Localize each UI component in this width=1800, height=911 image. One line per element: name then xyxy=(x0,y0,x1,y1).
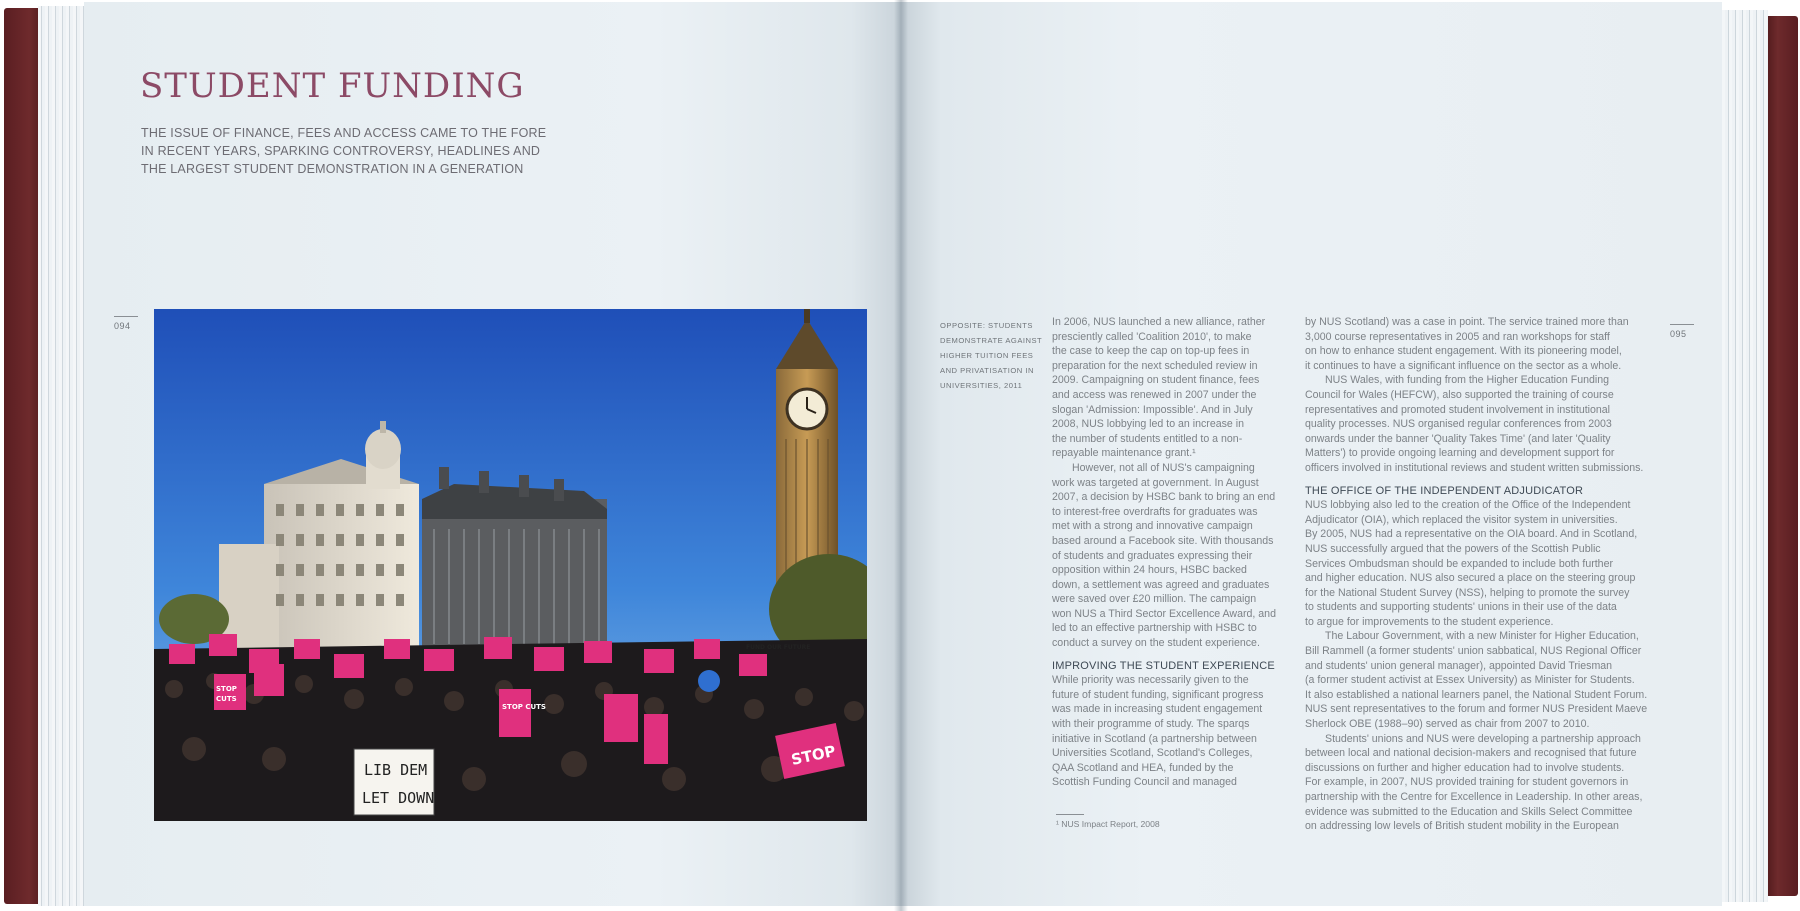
body-line: to interest-free overdrafts for graduates was xyxy=(1052,505,1258,518)
body-line: won NUS a Third Sector Excellence Award, and xyxy=(1052,607,1276,620)
body-line: and students' union general manager), appointed David Triesman xyxy=(1305,659,1613,672)
intro-line: IN RECENT YEARS, SPARKING CONTROVERSY, HEADLINES AND xyxy=(141,144,541,158)
body-line: and access was renewed in 2007 under the xyxy=(1052,388,1257,401)
body-line: NUS successfully argued that the powers of the Scottish Public xyxy=(1305,542,1601,555)
body-line: presciently called 'Coalition 2010', to make xyxy=(1052,330,1252,343)
footnote: ¹ NUS Impact Report, 2008 xyxy=(1056,819,1160,829)
body-line: discussions on further and higher education had to involve students. xyxy=(1305,761,1625,774)
body-line: (a former student activist at Essex University) as Minister for Students. xyxy=(1305,674,1635,687)
body-line: the case to keep the cap on top-up fees in xyxy=(1052,345,1250,358)
body-line: While priority was necessarily given to the xyxy=(1052,674,1249,687)
page-title: STUDENT FUNDING xyxy=(140,66,525,106)
body-line: NUS sent representatives to the forum and former NUS President Maeve xyxy=(1305,703,1648,716)
caption-line: UNIVERSITIES, 2011 xyxy=(940,381,1023,390)
body-line: Bill Rammell (a former students' union sabbatical, NUS Regional Officer xyxy=(1305,645,1642,658)
body-line: to argue for improvements to the student experience. xyxy=(1305,615,1554,628)
body-line: onwards under the banner 'Quality Takes Time' (and later 'Quality xyxy=(1305,432,1611,445)
body-line: by NUS Scotland) was a case in point. The service trained more than xyxy=(1305,316,1629,328)
placard-text-stop: STOP xyxy=(216,685,237,693)
body-line: future of student funding, significant progress xyxy=(1052,688,1264,701)
modern-building xyxy=(422,467,607,649)
body-line: In 2006, NUS launched a new alliance, rather xyxy=(1052,316,1266,328)
page-number-right: 095 xyxy=(1670,329,1687,339)
body-line: By 2005, NUS had a representative on the OIA board. And in Scotland, xyxy=(1305,528,1638,541)
page-number-left: 094 xyxy=(114,321,131,331)
body-line: met with a strong and innovative campaign xyxy=(1052,520,1253,533)
body-line: 3,000 course representatives in 2005 and ran workshops for staff xyxy=(1305,330,1610,343)
body-line: the number of students entitled to a non- xyxy=(1052,432,1243,445)
body-line: 2007, a decision by HSBC bank to bring an end xyxy=(1052,491,1276,504)
body-line: between local and national decision-makers and recognised that future xyxy=(1305,747,1637,760)
balloon xyxy=(698,670,720,692)
book-cover-right xyxy=(1764,16,1798,896)
body-line: were saved over £20 million. The campaign xyxy=(1052,593,1257,606)
placard-line-1: LIB DEM xyxy=(364,761,428,779)
placard-text-fund: FUND OUR FUTURE xyxy=(746,644,811,651)
body-line: NUS lobbying also led to the creation of the Office of the Independent xyxy=(1305,499,1631,512)
caption-line: DEMONSTRATE AGAINST xyxy=(940,336,1043,345)
body-line: Services Ombudsman should be expanded to include both further xyxy=(1305,557,1613,570)
placard-text-cuts: CUTS xyxy=(216,695,237,703)
section-heading: IMPROVING THE STUDENT EXPERIENCE xyxy=(1052,659,1275,672)
body-line: QAA Scotland and HEA, funded by the xyxy=(1052,761,1234,774)
intro-line: THE LARGEST STUDENT DEMONSTRATION IN A GENERATION xyxy=(141,162,524,176)
body-line: to students and supporting students' unions in their use of the data xyxy=(1305,601,1617,614)
book-gutter xyxy=(894,0,908,911)
body-line: However, not all of NUS's campaigning xyxy=(1072,461,1255,474)
body-line: Students' unions and NUS were developing a partnership approach xyxy=(1325,732,1641,745)
section-heading: THE OFFICE OF THE INDEPENDENT ADJUDICATOR xyxy=(1305,484,1584,497)
body-line: repayable maintenance grant.¹ xyxy=(1052,447,1196,460)
page-edges-left xyxy=(38,6,86,906)
body-line: on how to enhance student engagement. With its pioneering model, xyxy=(1305,345,1622,358)
body-line: NUS Wales, with funding from the Higher Education Funding xyxy=(1325,374,1610,387)
body-line: The Labour Government, with a new Minister for Higher Education, xyxy=(1325,630,1639,643)
body-line: representatives and promoted student involvement in institutional xyxy=(1305,403,1611,416)
body-line: quality processes. NUS organised regular conferences from 2003 xyxy=(1305,418,1612,431)
text-column-1 xyxy=(1052,315,1296,790)
body-line: Sherlock OBE (1988–90) served as chair from 2007 to 2010. xyxy=(1305,718,1590,731)
caption-line: AND PRIVATISATION IN xyxy=(940,366,1034,375)
placard-stop-text: STOP xyxy=(789,741,838,769)
body-line: with their programme of study. The sparqs xyxy=(1052,718,1250,731)
body-line: Scottish Funding Council and managed xyxy=(1052,776,1237,789)
intro-line: THE ISSUE OF FINANCE, FEES AND ACCESS CAME TO THE FORE xyxy=(141,126,547,140)
placard-lib-dem xyxy=(354,749,434,815)
body-line: evidence was submitted to the Education and Skills Select Committee xyxy=(1305,805,1633,818)
body-line: of students and graduates expressing their xyxy=(1052,549,1253,562)
body-line: partnership with the Centre for Excellence in Leadership. In other areas, xyxy=(1305,791,1643,803)
photo-caption xyxy=(940,318,1052,393)
body-line: opposition within 24 hours, HSBC backed xyxy=(1052,564,1247,577)
body-line: slogan 'Admission: Impossible'. And in July xyxy=(1052,403,1253,416)
body-line: 2008, NUS lobbying led to an increase in xyxy=(1052,418,1244,431)
protest-photo-illustration xyxy=(154,309,867,821)
body-line: was made in increasing student engagement xyxy=(1052,703,1263,716)
body-line: Universities Scotland, Scotland's Colleges, xyxy=(1052,747,1253,760)
body-line: Council for Wales (HEFCW), also supported the training of course xyxy=(1305,388,1614,401)
body-line: it continues to have a significant influence on the sector as a whole. xyxy=(1305,359,1622,372)
caption-line: OPPOSITE: STUDENTS xyxy=(940,321,1033,330)
body-line: Adjudicator (OIA), which replaced the visitor system in universities. xyxy=(1305,513,1618,526)
body-line: work was targeted at government. In August xyxy=(1052,476,1259,489)
protest-photo xyxy=(154,309,867,821)
body-line: for the National Student Survey (NSS), helping to promote the survey xyxy=(1305,586,1630,599)
placard-line-2: LET DOWN xyxy=(362,789,435,807)
caption-line: HIGHER TUITION FEES xyxy=(940,351,1034,360)
intro-text xyxy=(141,124,547,178)
body-line: Matters') to provide ongoing learning and development support for xyxy=(1305,447,1615,460)
body-line: on addressing low levels of British student mobility in the European xyxy=(1305,820,1619,833)
body-line: initiative in Scotland (a partnership between xyxy=(1052,732,1257,745)
body-line: and higher education. NUS also secured a place on the steering group xyxy=(1305,572,1636,585)
body-line: led to an effective partnership with HSBC to xyxy=(1052,622,1257,635)
body-line: down, a settlement was agreed and graduates xyxy=(1052,578,1270,591)
footnote-rule xyxy=(1056,814,1084,815)
body-line: preparation for the next scheduled review in xyxy=(1052,359,1258,372)
text-column-2 xyxy=(1305,315,1655,834)
body-line: It also established a national learners panel, the National Student Forum. xyxy=(1305,688,1648,701)
page-edges-right xyxy=(1718,10,1768,902)
placard-text-stop-cuts: STOP CUTS xyxy=(502,703,546,711)
body-line: conduct a survey on the student experience. xyxy=(1052,637,1260,650)
body-line: based around a Facebook site. With thousands xyxy=(1052,534,1274,547)
body-line: 2009. Campaigning on student finance, fees xyxy=(1052,374,1260,387)
body-line: officers involved in institutional reviews and student written submissions. xyxy=(1305,461,1644,474)
body-line: For example, in 2007, NUS provided training for student governors in xyxy=(1305,776,1629,789)
